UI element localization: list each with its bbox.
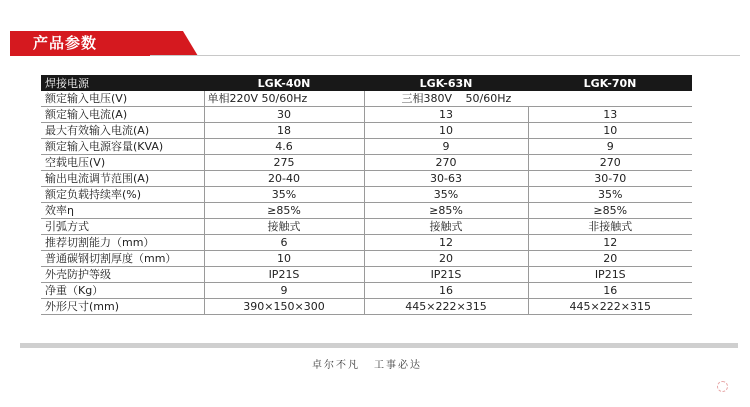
section-title: 产品参数 <box>33 34 98 52</box>
value-lgk63: 12 <box>364 235 528 251</box>
spec-row <box>41 171 692 187</box>
value-lgk70: 35% <box>528 187 692 203</box>
value-lgk63: 20 <box>364 251 528 267</box>
footer-slogan <box>312 356 422 371</box>
spec-row <box>41 123 692 139</box>
value-lgk63: 10 <box>364 123 528 139</box>
spec-row <box>41 219 692 235</box>
value-lgk70: ≥85% <box>528 203 692 219</box>
spec-header-row <box>41 75 692 91</box>
row-label: 效率η <box>41 203 204 219</box>
spec-row <box>41 91 692 107</box>
value-lgk63: 270 <box>364 155 528 171</box>
decorative-circle <box>717 381 728 392</box>
value-lgk40: ≥85% <box>204 203 364 219</box>
input-voltage-single-phase <box>204 91 364 107</box>
value-lgk63: 16 <box>364 283 528 299</box>
slogan-part-2: 工事必达 <box>374 360 422 371</box>
value-lgk40: 30 <box>204 107 364 123</box>
row-label: 额定输入电流(A) <box>41 107 204 123</box>
value-lgk70: 10 <box>528 123 692 139</box>
row-label: 净重（Kg） <box>41 283 204 299</box>
value-lgk63: 9 <box>364 139 528 155</box>
value-lgk40: 390×150×300 <box>204 299 364 315</box>
value-lgk70: 445×222×315 <box>528 299 692 315</box>
value-lgk40: 6 <box>204 235 364 251</box>
value-lgk40: 18 <box>204 123 364 139</box>
spec-row <box>41 139 692 155</box>
spec-row <box>41 187 692 203</box>
value-lgk63: 13 <box>364 107 528 123</box>
frequency-value: 50/60Hz <box>465 92 512 105</box>
value-lgk70: 30-70 <box>528 171 692 187</box>
value-lgk63: 接触式 <box>364 219 528 235</box>
value-lgk63: 35% <box>364 187 528 203</box>
value-lgk70: 20 <box>528 251 692 267</box>
value-lgk70: 270 <box>528 155 692 171</box>
row-label: 外形尺寸(mm) <box>41 299 204 315</box>
header-label: 焊接电源 <box>41 75 204 91</box>
model-header-1: LGK-40N <box>204 75 364 91</box>
slogan-part-1: 卓尔不凡 <box>312 360 360 371</box>
spec-row <box>41 235 692 251</box>
value-lgk40: 接触式 <box>204 219 364 235</box>
value-lgk70: IP21S <box>528 267 692 283</box>
value-lgk40: 275 <box>204 155 364 171</box>
row-label: 普通碳钢切割厚度（mm） <box>41 251 204 267</box>
value-lgk63: ≥85% <box>364 203 528 219</box>
spec-row <box>41 267 692 283</box>
banner-divider <box>150 55 740 56</box>
value-lgk63: 445×222×315 <box>364 299 528 315</box>
spec-table <box>41 75 692 315</box>
value-lgk70: 16 <box>528 283 692 299</box>
frequency-value: 50/60Hz <box>261 92 308 105</box>
value-lgk70: 非接触式 <box>528 219 692 235</box>
model-header-2: LGK-63N <box>364 75 528 91</box>
value-lgk40: 35% <box>204 187 364 203</box>
spec-row <box>41 203 692 219</box>
value-lgk40: 4.6 <box>204 139 364 155</box>
row-label: 额定输入电压(V) <box>41 91 204 107</box>
input-voltage-three-phase <box>364 91 692 107</box>
spec-row <box>41 283 692 299</box>
voltage-three-value: 三相380V <box>401 92 453 105</box>
value-lgk40: 20-40 <box>204 171 364 187</box>
row-label: 输出电流调节范围(A) <box>41 171 204 187</box>
value-lgk70: 12 <box>528 235 692 251</box>
value-lgk70: 9 <box>528 139 692 155</box>
spec-row <box>41 299 692 315</box>
spec-row <box>41 251 692 267</box>
row-label: 额定负载持续率(%) <box>41 187 204 203</box>
row-label: 最大有效输入电流(A) <box>41 123 204 139</box>
row-label: 空载电压(V) <box>41 155 204 171</box>
voltage-single-value: 单相220V <box>207 92 259 105</box>
spec-row <box>41 155 692 171</box>
value-lgk40: 9 <box>204 283 364 299</box>
value-lgk63: IP21S <box>364 267 528 283</box>
spec-row <box>41 107 692 123</box>
value-lgk40: 10 <box>204 251 364 267</box>
model-header-3: LGK-70N <box>528 75 692 91</box>
row-label: 推荐切割能力（mm） <box>41 235 204 251</box>
row-label: 外壳防护等级 <box>41 267 204 283</box>
value-lgk63: 30-63 <box>364 171 528 187</box>
value-lgk70: 13 <box>528 107 692 123</box>
row-label: 额定输入电源容量(KVA) <box>41 139 204 155</box>
row-label: 引弧方式 <box>41 219 204 235</box>
footer-divider <box>20 343 738 348</box>
value-lgk40: IP21S <box>204 267 364 283</box>
